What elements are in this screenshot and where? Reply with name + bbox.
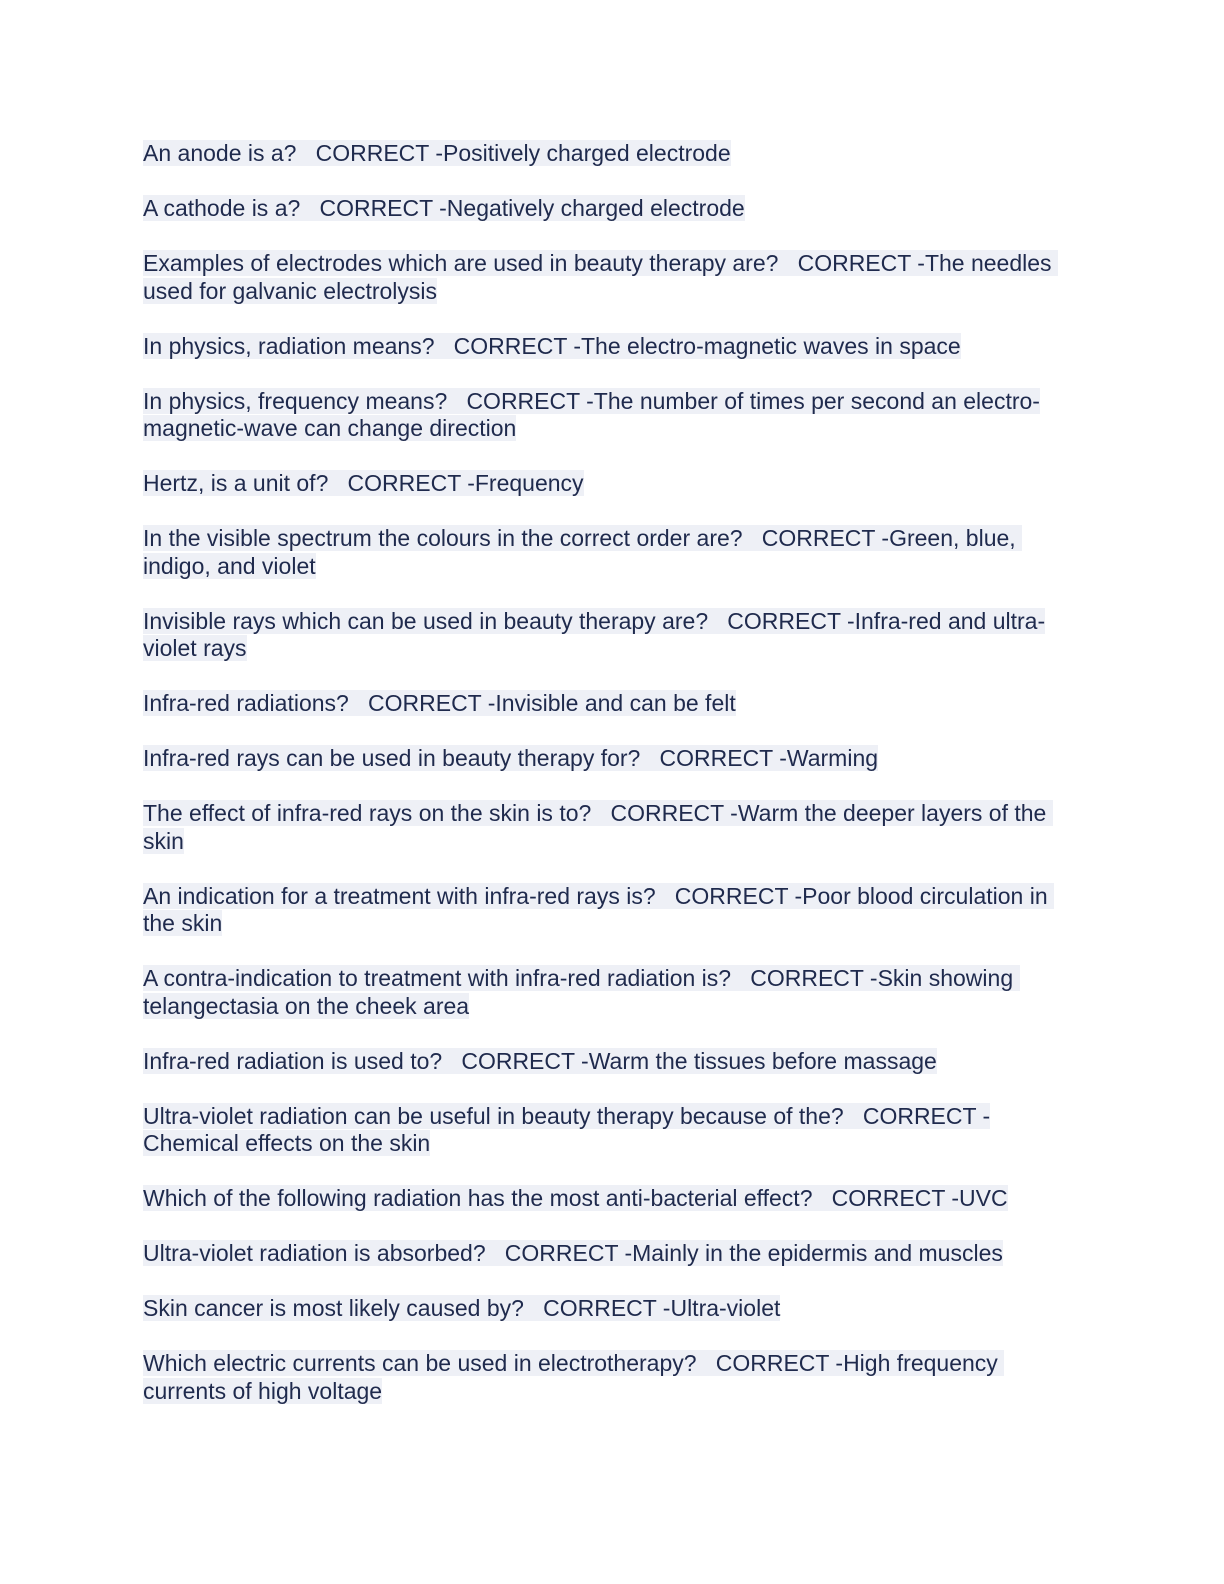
qa-text: Invisible rays which can be used in beauty therapy are? CORRECT -Infra-red and ultra-violet rays (143, 607, 1046, 661)
qa-item (143, 965, 1073, 1020)
qa-text: A cathode is a? CORRECT -Negatively charged electrode (143, 195, 745, 221)
qa-item (143, 250, 1073, 305)
qa-item (143, 608, 1073, 663)
qa-text: Infra-red radiation is used to? CORRECT -Warm the tissues before massage (143, 1047, 937, 1074)
qa-text: Hertz, is a unit of? CORRECT -Frequency (143, 470, 584, 496)
qa-item (143, 800, 1073, 855)
qa-item (143, 333, 1073, 361)
qa-item (143, 1295, 1073, 1323)
qa-text: Which electric currents can be used in electrotherapy? CORRECT -High frequency currents of high voltage (143, 1350, 1005, 1404)
qa-text: In physics, frequency means? CORRECT -The number of times per second an electro-magnetic-wave can change direction (143, 387, 1040, 441)
qa-item (143, 1350, 1073, 1405)
qa-text: In the visible spectrum the colours in the correct order are? CORRECT -Green, blue, indigo, and violet (143, 525, 1023, 579)
qa-item (143, 470, 1073, 498)
qa-text: The effect of infra-red rays on the skin is to? CORRECT -Warm the deeper layers of the skin (143, 800, 1053, 854)
qa-text: An indication for a treatment with infra-red rays is? CORRECT -Poor blood circulation in the skin (143, 882, 1055, 936)
qa-text: An anode is a? CORRECT -Positively charged electrode (143, 140, 731, 166)
qa-text: In physics, radiation means? CORRECT -The electro-magnetic waves in space (143, 332, 961, 359)
qa-text: Ultra-violet radiation can be useful in beauty therapy because of the? CORRECT -Chemical effects on the skin (143, 1102, 991, 1156)
document-page (143, 140, 1073, 1433)
qa-item (143, 883, 1073, 938)
qa-item (143, 1103, 1073, 1158)
qa-text: Examples of electrodes which are used in beauty therapy are? CORRECT -The needles used for galvanic electrolysis (143, 250, 1058, 304)
qa-item (143, 388, 1073, 443)
qa-item (143, 195, 1073, 223)
qa-text: Skin cancer is most likely caused by? CORRECT -Ultra-violet (143, 1295, 781, 1321)
qa-item (143, 1240, 1073, 1268)
qa-text: Ultra-violet radiation is absorbed? CORRECT -Mainly in the epidermis and muscles (143, 1240, 1003, 1266)
qa-item (143, 1048, 1073, 1076)
qa-text: Infra-red radiations? CORRECT -Invisible and can be felt (143, 690, 736, 716)
qa-text: Infra-red rays can be used in beauty therapy for? CORRECT -Warming (143, 745, 879, 771)
qa-text: A contra-indication to treatment with infra-red radiation is? CORRECT -Skin showing telangectasia on the cheek area (143, 965, 1020, 1019)
qa-item (143, 525, 1073, 580)
qa-item (143, 745, 1073, 773)
qa-item (143, 690, 1073, 718)
qa-text: Which of the following radiation has the most anti-bacterial effect? CORRECT -UVC (143, 1185, 1008, 1211)
qa-item (143, 140, 1073, 168)
qa-item (143, 1185, 1073, 1213)
